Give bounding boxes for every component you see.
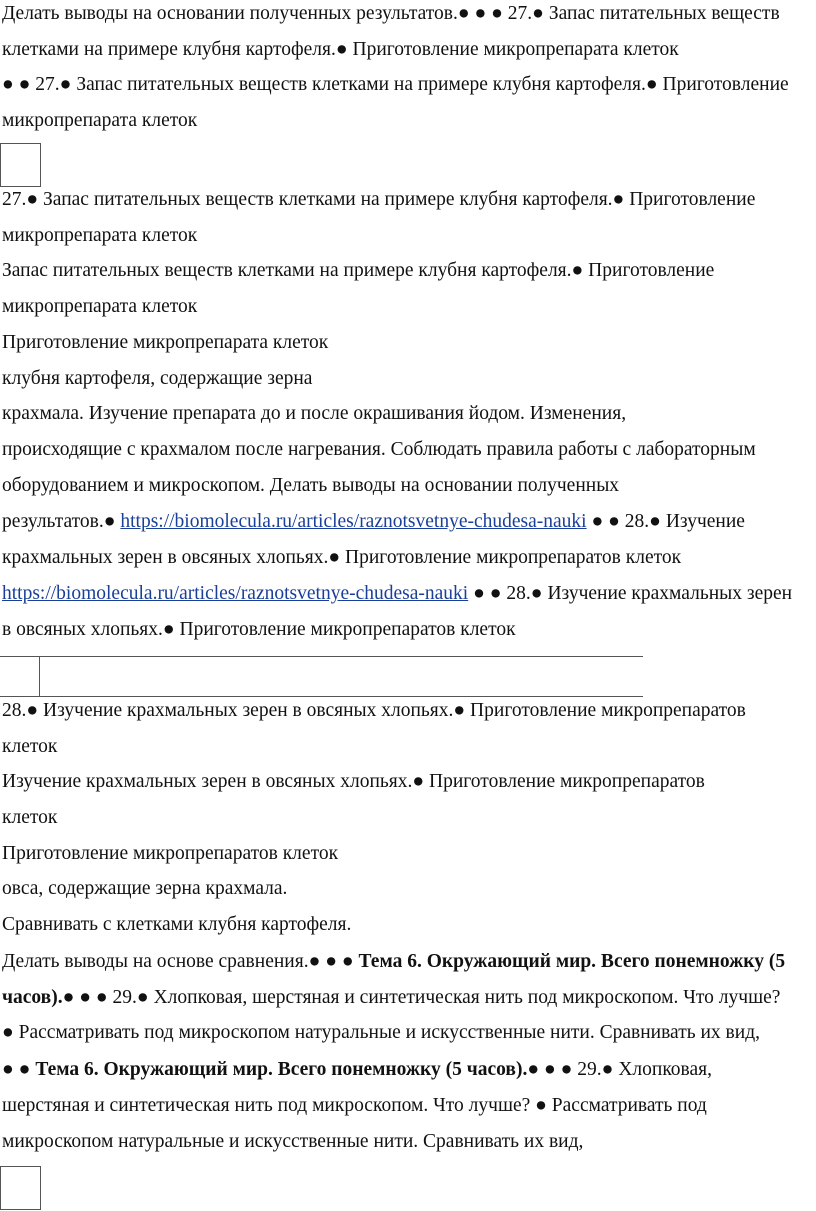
- text-line: ● ● 27.● Запас питательных веществ клетками на примере клубня картофеля.● Приготовление: [2, 74, 789, 95]
- text-line: [2, 510, 745, 534]
- table-top-border: [0, 656, 643, 657]
- text-line: оборудованием и микроскопом. Делать выводы на основании полученных: [2, 475, 620, 496]
- text-line: крахмальных зерен в овсяных хлопьях.● Приготовление микропрепаратов клеток: [2, 547, 682, 568]
- table-cell-box: [0, 1166, 41, 1210]
- text-line: крахмала. Изучение препарата до и после окрашивания йодом. Изменения,: [2, 403, 627, 424]
- text-line: Приготовление микропрепарата клеток: [2, 332, 329, 353]
- text-line: микроскопом натуральные и искусственные нити. Сравнивать их вид,: [2, 1131, 584, 1152]
- text-line: [2, 1058, 712, 1082]
- biomolecula-link[interactable]: https://biomolecula.ru/articles/raznotsvetnye-chudesa-nauki: [2, 583, 469, 604]
- text-line: происходящие с крахмалом после нагревания. Соблюдать правила работы с лабораторным: [2, 439, 756, 460]
- text-line: микропрепарата клеток: [2, 110, 198, 131]
- text-line: Приготовление микропрепаратов клеток: [2, 843, 339, 864]
- text-line: ● Рассматривать под микроскопом натуральные и искусственные нити. Сравнивать их вид,: [2, 1022, 760, 1043]
- text-line: Запас питательных веществ клетками на примере клубня картофеля.● Приготовление: [2, 260, 715, 281]
- text-line: микропрепарата клеток: [2, 225, 198, 246]
- text-segment: ● ● ● 29.● Хлопковая, шерстяная и синтетическая нить под микроскопом. Что лучше?: [62, 987, 781, 1008]
- topic-heading: Тема 6. Окружающий мир. Всего понемножку (5 часов).: [35, 1059, 528, 1080]
- table-cell-divider: [39, 656, 40, 696]
- text-line: клеток: [2, 807, 58, 828]
- text-line: Делать выводы на основании полученных результатов.● ● ● 27.● Запас питательных веществ: [2, 3, 780, 24]
- text-line: [2, 986, 780, 1010]
- text-line: клетками на примере клубня картофеля.● Приготовление микропрепарата клеток: [2, 39, 679, 60]
- text-segment: ● ● 28.● Изучение: [586, 511, 745, 532]
- table-bottom-border: [0, 696, 643, 697]
- text-segment: ● ●: [2, 1059, 36, 1080]
- text-line: клубня картофеля, содержащие зерна: [2, 368, 313, 389]
- topic-heading: часов).: [2, 987, 63, 1008]
- text-line: в овсяных хлопьях.● Приготовление микропрепаратов клеток: [2, 619, 516, 640]
- text-line: [2, 582, 792, 606]
- text-segment: результатов.●: [2, 511, 121, 532]
- text-segment: ● ● ● 29.● Хлопковая,: [527, 1059, 712, 1080]
- table-cell-box: [0, 143, 41, 187]
- text-line: овса, содержащие зерна крахмала.: [2, 878, 288, 899]
- biomolecula-link[interactable]: https://biomolecula.ru/articles/raznotsvetnye-chudesa-nauki: [120, 511, 587, 532]
- text-line: [2, 950, 785, 974]
- text-line: Изучение крахмальных зерен в овсяных хлопьях.● Приготовление микропрепаратов: [2, 771, 705, 792]
- text-line: шерстяная и синтетическая нить под микроскопом. Что лучше? ● Рассматривать под: [2, 1095, 707, 1116]
- text-line: Сравнивать с клетками клубня картофеля.: [2, 914, 352, 935]
- text-segment: ● ● 28.● Изучение крахмальных зерен: [468, 583, 793, 604]
- text-line: 27.● Запас питательных веществ клетками на примере клубня картофеля.● Приготовление: [2, 189, 756, 210]
- text-segment: Делать выводы на основе сравнения.● ● ●: [2, 951, 359, 972]
- topic-heading: Тема 6. Окружающий мир. Всего понемножку (5: [358, 951, 786, 972]
- text-line: микропрепарата клеток: [2, 296, 198, 317]
- text-line: 28.● Изучение крахмальных зерен в овсяных хлопьях.● Приготовление микропрепаратов: [2, 700, 746, 721]
- text-line: клеток: [2, 736, 58, 757]
